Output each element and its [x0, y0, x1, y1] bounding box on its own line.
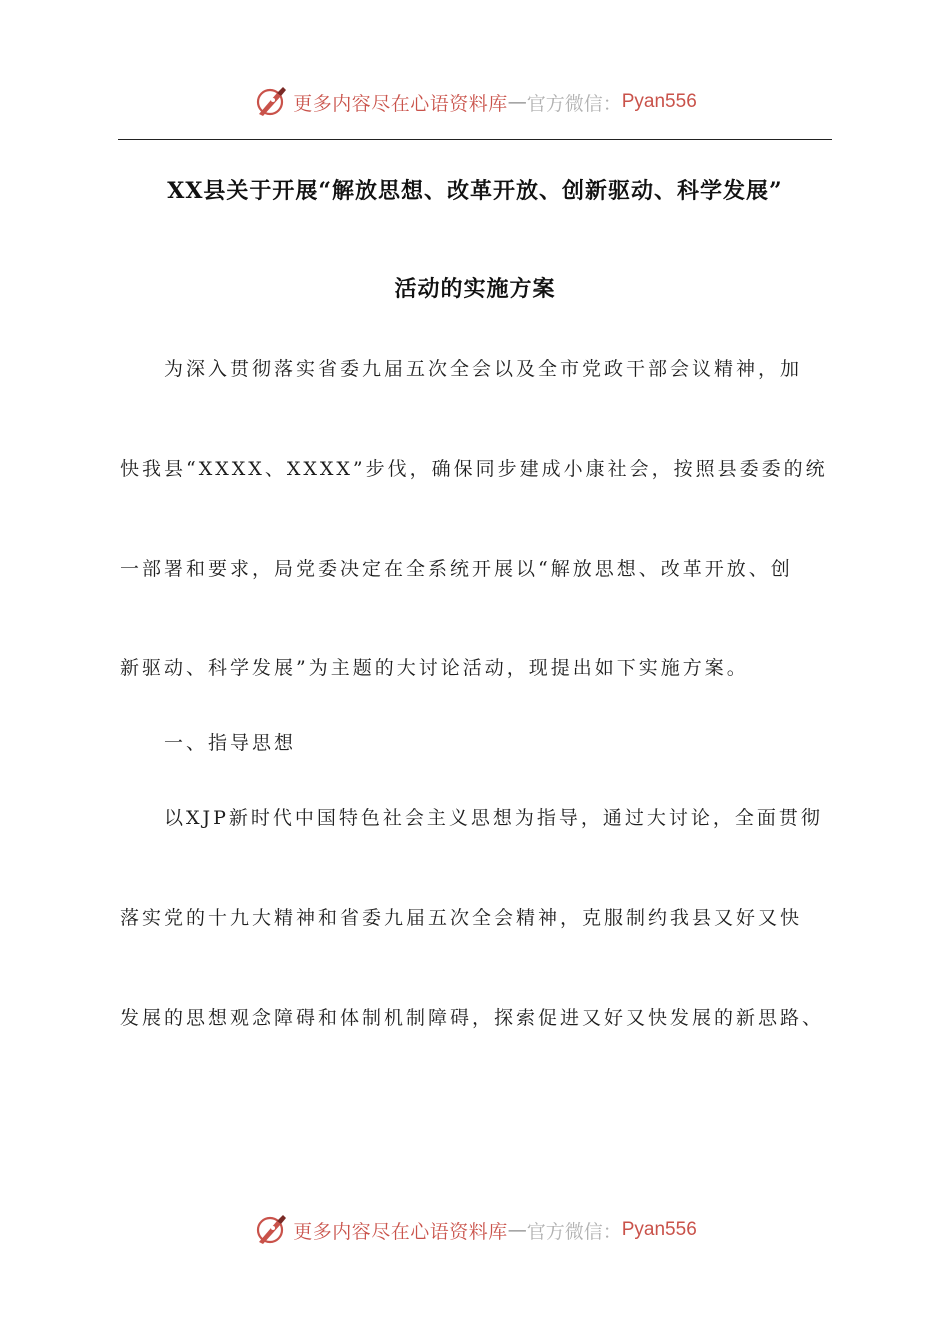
banner-text: 更多内容尽在心语资料库	[293, 92, 508, 115]
body-line: 快我县“XXXX、XXXX”步伐，确保同步建成小康社会，按照县委委的统	[120, 458, 828, 480]
body-line: 为深入贯彻落实省委九届五次全会以及全市党政干部会议精神，加	[164, 358, 803, 380]
banner-text: 更多内容尽在心语资料库	[293, 1220, 508, 1243]
banner-wechat-id: Pyan556	[621, 91, 697, 112]
banner-wechat-label: 官方微信：	[526, 92, 622, 115]
document-title-line-1: XX县关于开展“解放思想、改革开放、创新驱动、科学发展”	[167, 178, 783, 204]
banner-wechat-label: 官方微信：	[526, 1220, 622, 1243]
banner-wechat-id: Pyan556	[621, 1219, 697, 1240]
footer-banner	[0, 1210, 950, 1250]
pen-logo-icon	[253, 84, 289, 120]
pen-logo-icon	[253, 1212, 289, 1248]
body-line: 新驱动、科学发展”为主题的大讨论活动，现提出如下实施方案。	[120, 657, 749, 679]
body-line: 落实党的十九大精神和省委九届五次全会精神，克服制约我县又好又快	[120, 907, 803, 929]
body-line: 发展的思想观念障碍和体制机制障碍，探索促进又好又快发展的新思路、	[120, 1007, 825, 1029]
body-line: 以XJP新时代中国特色社会主义思想为指导，通过大讨论，全面贯彻	[164, 807, 823, 829]
document-title-line-2: 活动的实施方案	[394, 276, 556, 302]
section-heading: 一、指导思想	[164, 732, 297, 754]
banner-separator: —	[507, 91, 527, 113]
banner-separator: —	[507, 1219, 527, 1241]
header-banner	[0, 82, 950, 122]
header-divider	[118, 139, 832, 140]
body-line: 一部署和要求，局党委决定在全系统开展以“解放思想、改革开放、创	[120, 558, 793, 580]
